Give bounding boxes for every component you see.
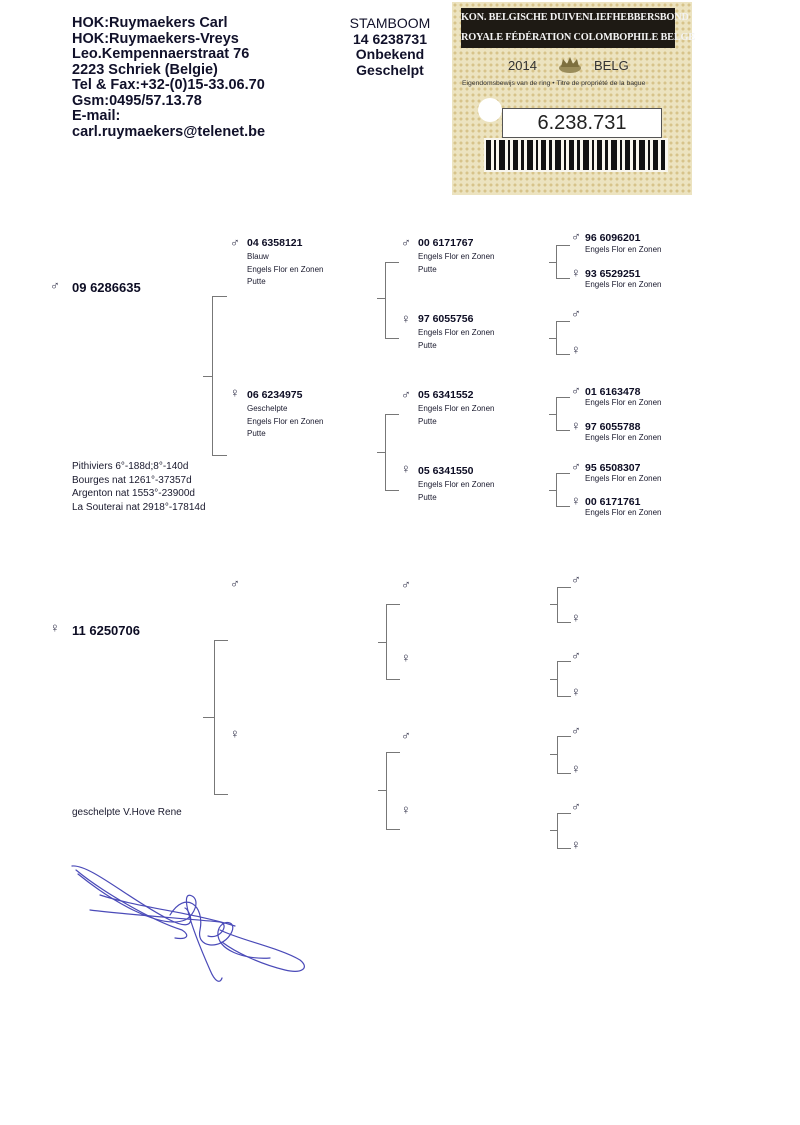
sire-ffm-ring: 93 6529251 <box>585 268 641 280</box>
info-line: Putte <box>418 264 437 274</box>
sire-mf-info <box>418 403 495 428</box>
subject-ring: 14 6238731 <box>353 30 427 47</box>
subject-sex: Onbekend <box>355 46 425 62</box>
banner-line-fr: ROYALE FÉDÉRATION COLOMBOPHILE BELGE <box>461 32 695 43</box>
subject-color: Geschelpt <box>356 61 424 78</box>
result-line: Argenton nat 1553°-23900d <box>72 488 195 499</box>
sire-mmm-ring: 00 6171761 <box>585 496 641 508</box>
sire-ffm-info: Engels Flor en Zonen <box>585 280 662 289</box>
sire-mother-info <box>247 403 324 441</box>
crown-icon <box>557 56 583 77</box>
header-line: 2223 Schriek (Belgie) <box>72 61 218 78</box>
female-symbol: ♀ <box>401 650 411 665</box>
info-line: Engels Flor en Zonen <box>418 404 495 413</box>
sire-fff-ring: 96 6096201 <box>585 232 641 244</box>
male-symbol: ♂ <box>571 459 581 474</box>
female-symbol: ♀ <box>571 265 581 280</box>
header-line: Leo.Kempennaerstraat 76 <box>72 46 250 62</box>
sire-fff-info: Engels Flor en Zonen <box>585 245 662 254</box>
sire-father-ring: 04 6358121 <box>247 237 303 249</box>
info-line: Putte <box>247 429 266 438</box>
male-symbol: ♂ <box>571 799 581 814</box>
federation-banner <box>461 8 695 48</box>
barcode <box>484 138 668 172</box>
female-symbol: ♀ <box>571 761 581 776</box>
sire-mff-info: Engels Flor en Zonen <box>585 398 662 407</box>
sire-mmm-info: Engels Flor en Zonen <box>585 508 662 517</box>
loft-header <box>72 16 265 140</box>
male-symbol: ♂ <box>401 728 411 743</box>
male-symbol: ♂ <box>401 577 411 592</box>
ownership-text: Eigendomsbewijs van de ring • Titre de propriété de la bague <box>462 80 646 87</box>
female-symbol: ♀ <box>571 684 581 699</box>
header-line: carl.ruymaekers@telenet.be <box>72 123 266 140</box>
race-results <box>72 460 206 514</box>
sire-mother-ring: 06 6234975 <box>247 389 303 401</box>
pedigree-title-block <box>340 16 440 78</box>
card-year: 2014 <box>508 58 537 73</box>
header-line: E-mail: <box>72 108 121 124</box>
dam-ring: 11 6250706 <box>72 623 140 638</box>
male-symbol: ♂ <box>571 383 581 398</box>
header-line: HOK:Ruymaekers-Vreys <box>72 30 239 47</box>
info-line: Engels Flor en Zonen <box>247 264 324 274</box>
page-title: STAMBOOM <box>349 15 431 31</box>
sire-ff-ring: 00 6171767 <box>418 237 474 249</box>
female-symbol: ♀ <box>401 461 411 476</box>
info-line: Putte <box>418 492 437 502</box>
punch-hole <box>478 98 502 122</box>
male-symbol: ♂ <box>571 572 581 587</box>
female-symbol: ♀ <box>571 418 581 433</box>
info-line: Engels Flor en Zonen <box>418 328 495 337</box>
sire-fm-info <box>418 327 495 352</box>
sire-mm-info <box>418 479 495 504</box>
female-symbol: ♀ <box>401 802 411 817</box>
sire-fm-ring: 97 6055756 <box>418 313 474 325</box>
info-line: Putte <box>418 416 437 426</box>
male-symbol: ♂ <box>50 278 60 293</box>
signature-drawing <box>70 860 320 1000</box>
sire-mf-ring: 05 6341552 <box>418 389 474 401</box>
female-symbol: ♀ <box>571 837 581 852</box>
male-symbol: ♂ <box>571 306 581 321</box>
sire-mm-ring: 05 6341550 <box>418 465 474 477</box>
header-line: HOK:Ruymaekers Carl <box>72 15 228 31</box>
card-country: BELG <box>594 58 629 73</box>
sire-ring: 09 6286635 <box>72 280 141 295</box>
male-symbol: ♂ <box>230 235 240 250</box>
header-line: Gsm:0495/57.13.78 <box>72 92 202 109</box>
sire-mfm-info: Engels Flor en Zonen <box>585 433 662 442</box>
male-symbol: ♂ <box>401 235 411 250</box>
info-line: Blauw <box>247 252 269 261</box>
result-line: Pithiviers 6°-188d;8°-140d <box>72 461 189 472</box>
female-symbol: ♀ <box>50 620 60 635</box>
info-line: Putte <box>418 340 437 350</box>
sire-mfm-ring: 97 6055788 <box>585 421 641 433</box>
card-ring-number: 6.238.731 <box>502 108 662 138</box>
card-year-row <box>460 56 682 76</box>
sire-ff-info <box>418 251 495 276</box>
male-symbol: ♂ <box>571 648 581 663</box>
banner-line-nl: KON. BELGISCHE DUIVENLIEFHEBBERSBOND <box>461 12 689 23</box>
result-line: Bourges nat 1261°-37357d <box>72 474 192 486</box>
info-line: Engels Flor en Zonen <box>418 480 495 489</box>
sire-mmf-info: Engels Flor en Zonen <box>585 474 662 483</box>
female-symbol: ♀ <box>571 342 581 357</box>
info-line: Engels Flor en Zonen <box>247 416 324 426</box>
dam-breeder: geschelpte V.Hove Rene <box>72 807 182 818</box>
info-line: Geschelpte <box>247 404 288 413</box>
sire-father-info <box>247 251 324 289</box>
female-symbol: ♀ <box>401 311 411 326</box>
info-line: Engels Flor en Zonen <box>418 252 495 261</box>
female-symbol: ♀ <box>571 493 581 508</box>
male-symbol: ♂ <box>571 723 581 738</box>
sire-mmf-ring: 95 6508307 <box>585 462 641 474</box>
male-symbol: ♂ <box>401 387 411 402</box>
sire-mff-ring: 01 6163478 <box>585 386 641 398</box>
female-symbol: ♀ <box>571 610 581 625</box>
male-symbol: ♂ <box>230 576 240 591</box>
header-line: Tel & Fax:+32-(0)15-33.06.70 <box>72 77 265 93</box>
female-symbol: ♀ <box>230 385 240 400</box>
male-symbol: ♂ <box>571 229 581 244</box>
result-line: La Souterai nat 2918°-17814d <box>72 501 206 513</box>
female-symbol: ♀ <box>230 726 240 741</box>
info-line: Putte <box>247 277 266 286</box>
